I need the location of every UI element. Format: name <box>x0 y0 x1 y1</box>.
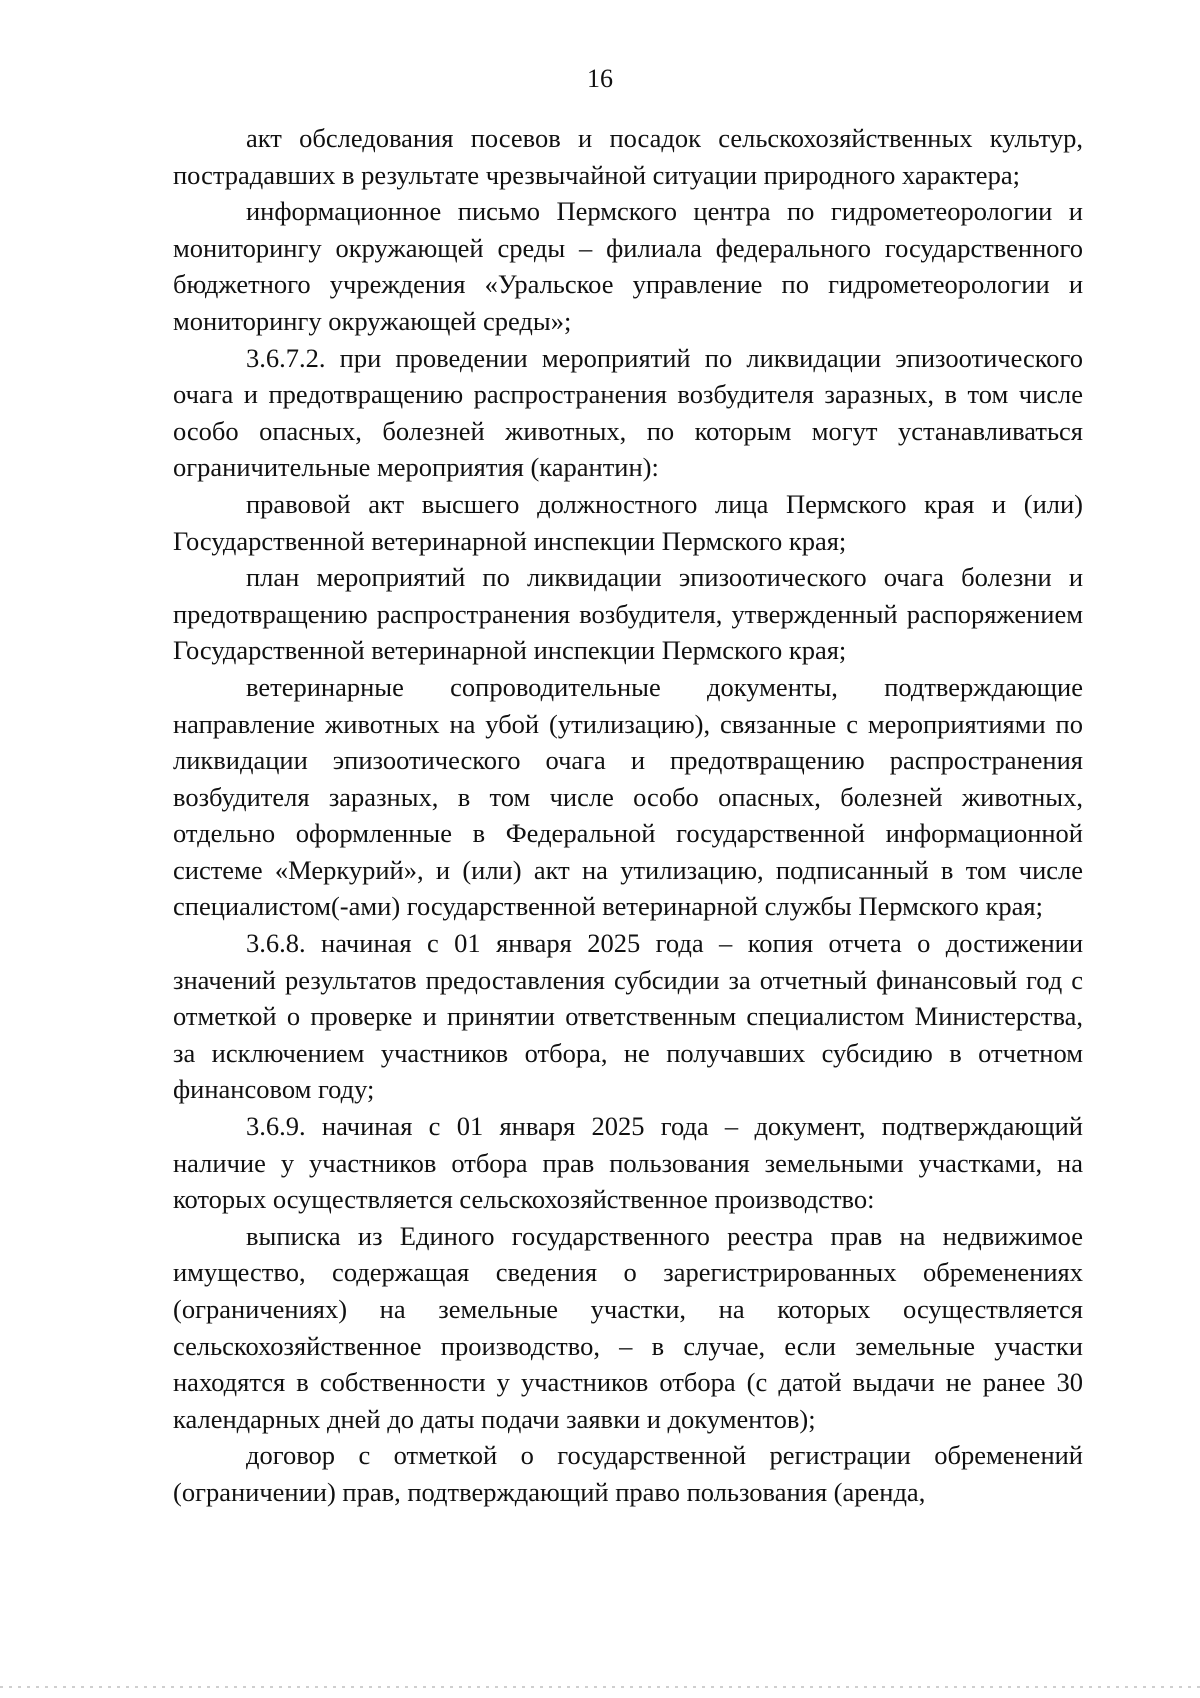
page-number: 16 <box>587 64 613 93</box>
scan-edge-line <box>0 1686 1200 1688</box>
paragraph: план мероприятий по ликвидации эпизоотического очага болезни и предотвращению распространения возбудителя, утвержденный распоряжением Государственной ветеринарной инспекции Пермского края; <box>173 562 1083 666</box>
paragraph: акт обследования посевов и посадок сельскохозяйственных культур, пострадавших в результате чрезвычайной ситуации природного характера; <box>173 123 1083 190</box>
paragraph: ветеринарные сопроводительные документы, подтверждающие направление животных на убой (утилизацию), связанные с мероприятиями по ликвидации эпизоотического очага и предотвращению распространения возбудителя заразных, в том числе особо опасных, болезней животных, отдельно оформленные в Федеральной государственной информационной системе «Меркурий», и (или) акт на утилизацию, подписанный в том числе специалистом(-ами) государственной ветеринарной службы Пермского края; <box>173 671 1083 922</box>
paragraph: информационное письмо Пермского центра по гидрометеорологии и мониторингу окружающей среды – филиала федерального государственного бюджетного учреждения «Уральское управление по гидрометеорологии и мониторингу окружающей среды»; <box>173 196 1083 336</box>
paragraph: 3.6.8. начиная с 01 января 2025 года – копия отчета о достижении значений результатов предоставления субсидии за отчетный финансовый год с отметкой о проверке и принятии ответственным специалистом Министерства, за исключением участников отбора, не получавших субсидию в отчетном финансовом году; <box>173 928 1083 1105</box>
paragraph: договор с отметкой о государственной регистрации обременений (ограничении) прав, подтверждающий право пользования (аренда, <box>173 1440 1083 1507</box>
paragraph: выписка из Единого государственного реестра прав на недвижимое имущество, содержащая сведения о зарегистрированных обременениях (ограничениях) на земельные участки, на которых осуществляется сельскохозяйственное производство, – в случае, если земельные участки находятся в собственности у участников отбора (с датой выдачи не ранее 30 календарных дней до даты подачи заявки и документов); <box>173 1220 1083 1434</box>
paragraph: 3.6.9. начиная с 01 января 2025 года – документ, подтверждающий наличие у участников отбора прав пользования земельными участками, на которых осуществляется сельскохозяйственное производство: <box>173 1111 1083 1215</box>
document-body <box>173 120 1083 1511</box>
paragraph: правовой акт высшего должностного лица Пермского края и (или) Государственной ветеринарной инспекции Пермского края; <box>173 488 1083 556</box>
paragraph: 3.6.7.2. при проведении мероприятий по ликвидации эпизоотического очага и предотвращению распространения возбудителя заразных, в том числе особо опасных, болезней животных, по которым могут устанавливаться ограничительные мероприятия (карантин): <box>173 342 1083 483</box>
